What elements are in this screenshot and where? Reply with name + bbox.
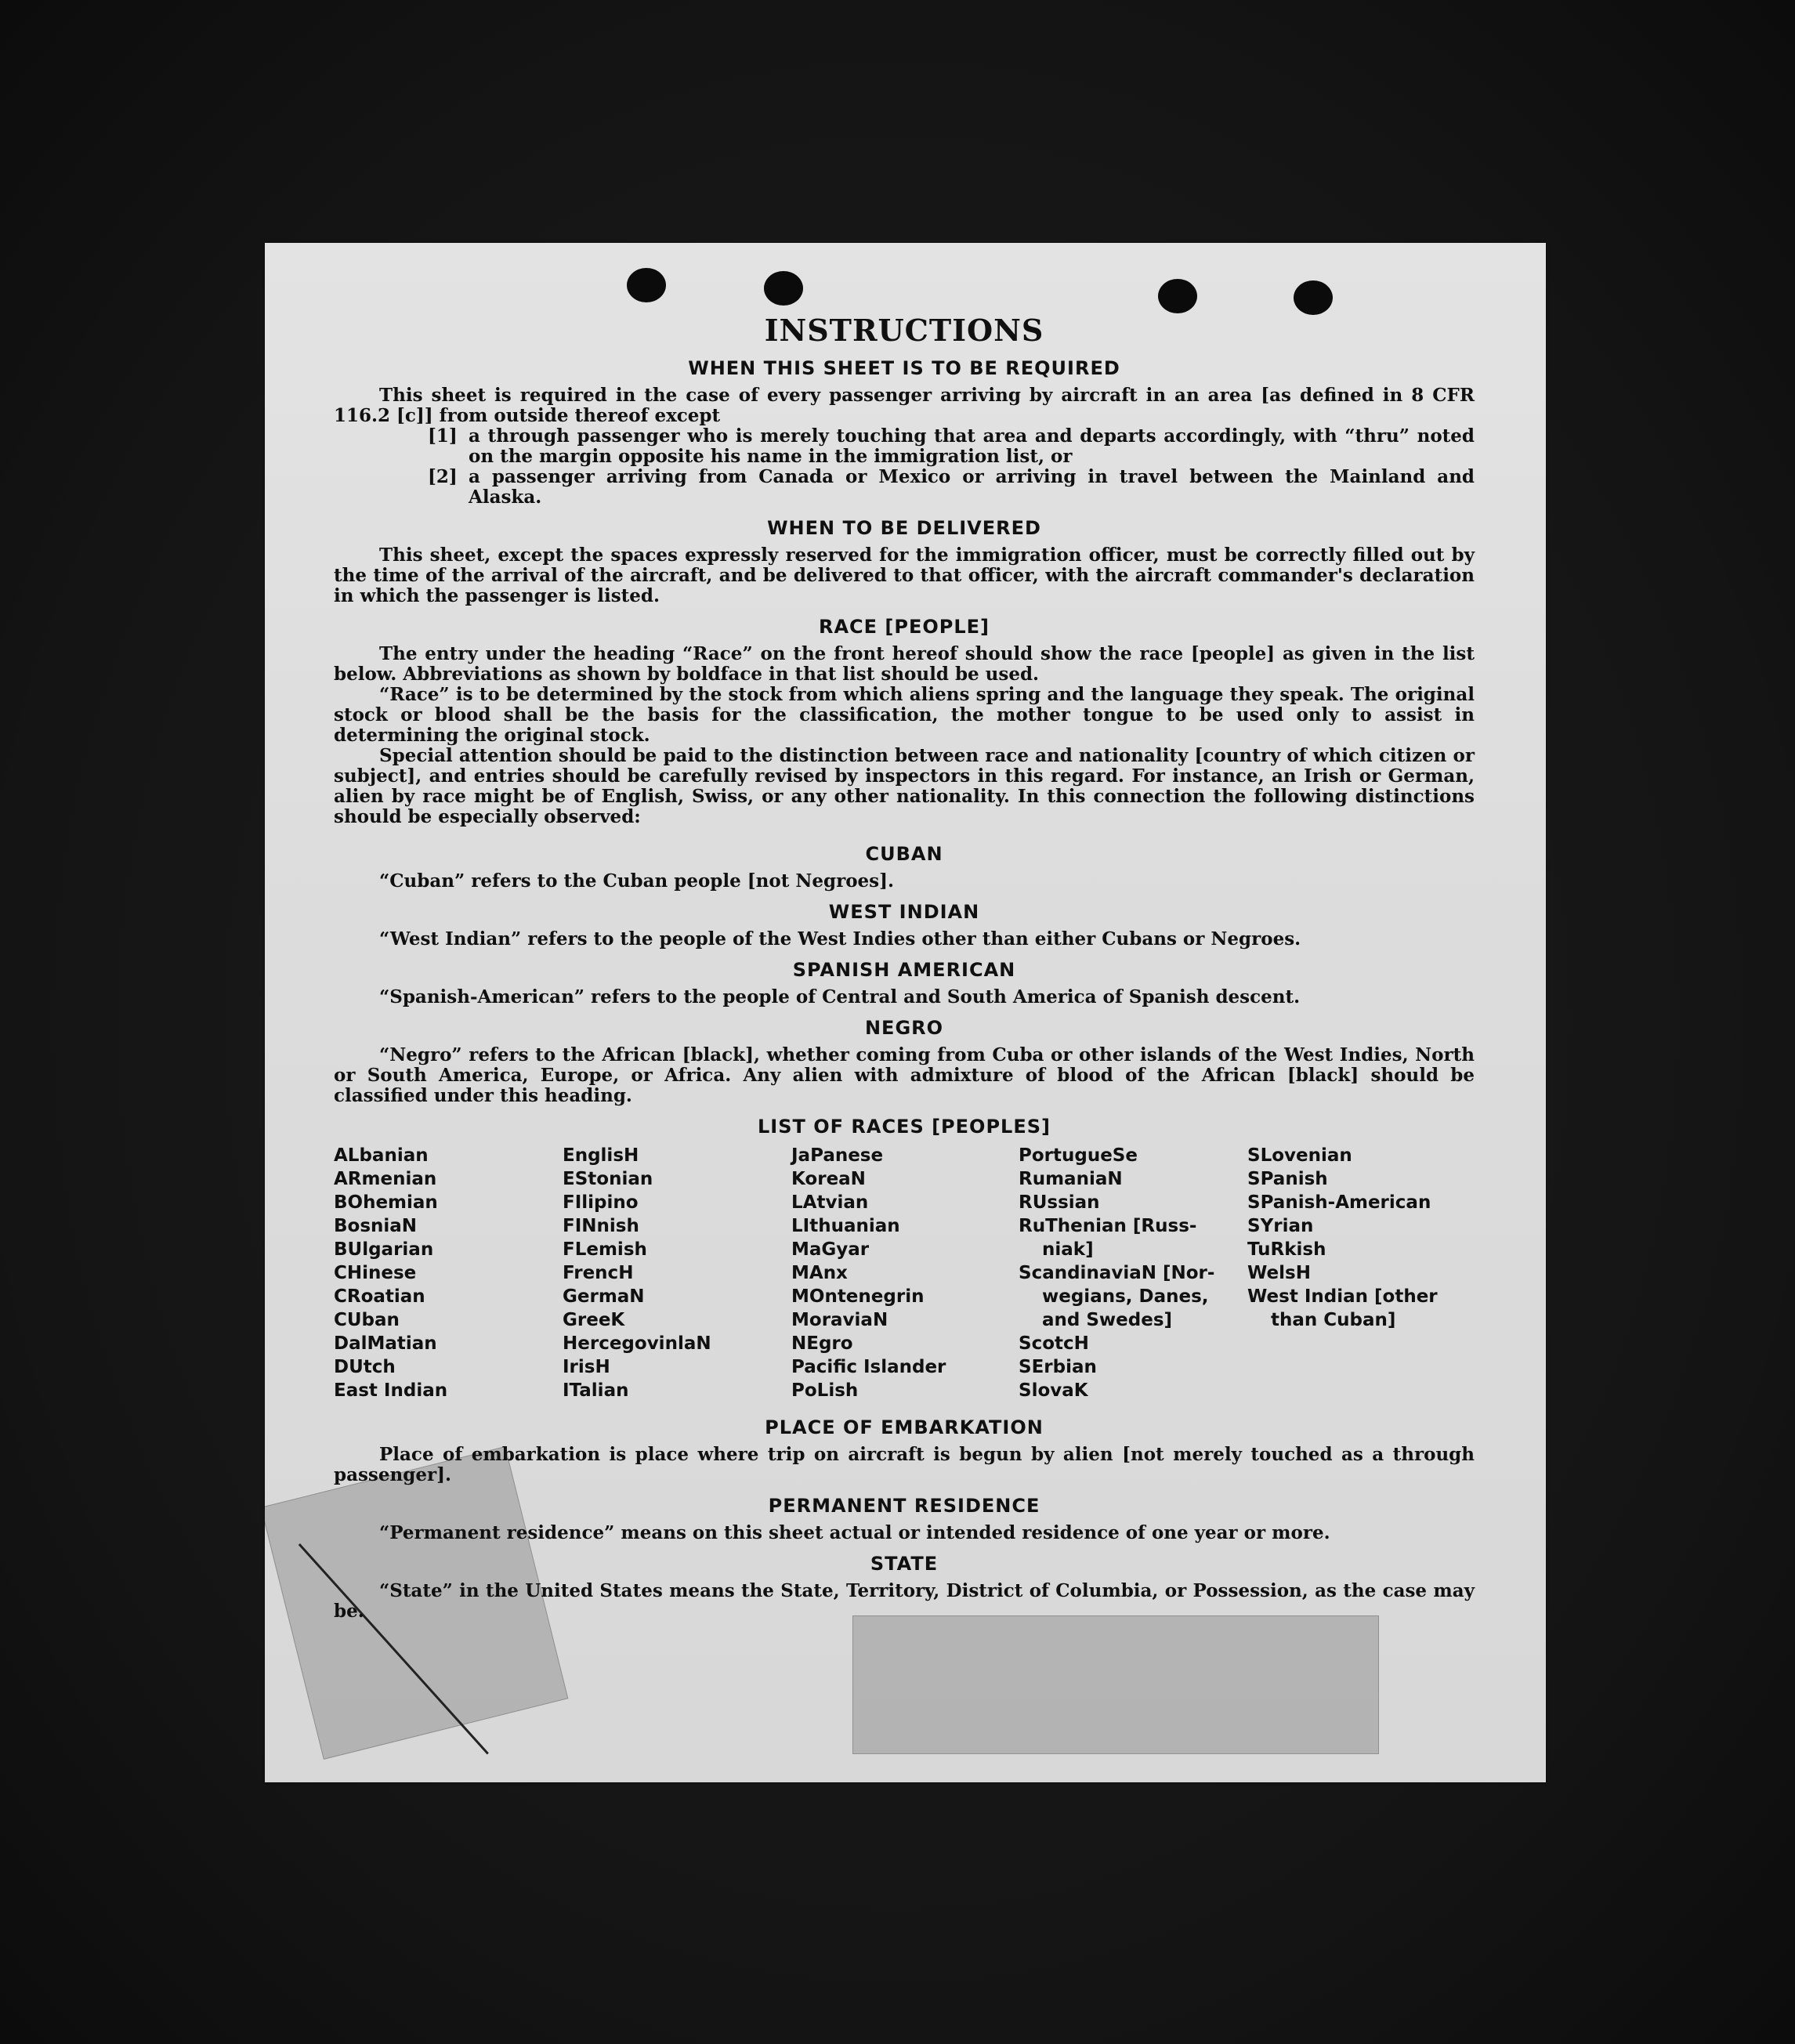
race-entry: NEgro	[791, 1333, 853, 1354]
exception-number: [2]	[428, 466, 458, 487]
race-entry: Pacific Islander	[791, 1357, 946, 1377]
heading-when-required: WHEN THIS SHEET IS TO BE REQUIRED	[688, 357, 1120, 379]
document-body	[334, 313, 1475, 1622]
race-entry: EStonian	[563, 1169, 653, 1189]
race-entry: HercegovinlaN	[563, 1333, 711, 1354]
race-entry: FrencH	[563, 1263, 634, 1283]
race-entry: GermaN	[563, 1286, 645, 1307]
race-entry: BosniaN	[334, 1216, 418, 1236]
race-entry: MaGyar	[791, 1239, 870, 1260]
race-entry: GreeK	[563, 1310, 625, 1330]
exception-number: [1]	[428, 425, 458, 447]
instruction-sheet	[265, 243, 1546, 1782]
race-entry: LIthuanian	[791, 1216, 900, 1236]
heading-negro: NEGRO	[864, 1017, 944, 1039]
race-entry: FIlipino	[563, 1192, 639, 1213]
race-entry: CHinese	[334, 1263, 417, 1283]
race-column	[1247, 1144, 1475, 1402]
race-entry: MOntenegrin	[791, 1286, 925, 1307]
race-column	[1019, 1144, 1247, 1402]
race-entry: SlovaK	[1019, 1380, 1088, 1401]
race-column	[563, 1144, 791, 1402]
race-entry: LAtvian	[791, 1192, 869, 1213]
heading-residence: PERMANENT RESIDENCE	[768, 1495, 1040, 1517]
exception-text: a through passenger who is merely touching that area and departs accordingly, with “thru” noted on the margin opposite his name in the immigration list, or	[469, 425, 1475, 467]
race-entry: SYrian	[1247, 1216, 1314, 1236]
race-entry: West Indian [other	[1247, 1286, 1438, 1307]
paragraph-cuban: “Cuban” refers to the Cuban people [not Negroes].	[379, 870, 895, 892]
race-entry: ScotcH	[1019, 1333, 1089, 1354]
exception-item	[428, 426, 1475, 467]
race-entry: SPanish-American	[1247, 1192, 1431, 1213]
race-entry: FINnish	[563, 1216, 639, 1236]
race-entry: and Swedes]	[1042, 1310, 1173, 1330]
race-entry: ITalian	[563, 1380, 629, 1401]
race-entry: SPanish	[1247, 1169, 1328, 1189]
punch-hole	[1294, 280, 1333, 315]
race-entry: niak]	[1042, 1239, 1094, 1260]
race-entry: PortugueSe	[1019, 1145, 1138, 1166]
paragraph-residence: “Permanent residence” means on this sheet actual or intended residence of one year or more.	[379, 1522, 1330, 1543]
race-entry: DalMatian	[334, 1333, 437, 1354]
race-entry: JaPanese	[791, 1145, 884, 1166]
paragraph-when-delivered: This sheet, except the spaces expressly reserved for the immigration officer, must be correctly filled out by the time of the arrival of the aircraft, and be delivered to that officer, with the aircraft commander's declaration in which the passenger is listed.	[334, 544, 1475, 606]
page-title: INSTRUCTIONS	[764, 313, 1044, 348]
race-entry: CUban	[334, 1310, 400, 1330]
punch-hole	[627, 268, 666, 302]
paragraph-race-2: “Race” is to be determined by the stock from which aliens spring and the language they speak. The original stock or blood shall be the basis for the classification, the mother tongue to be used only to assist in determining the original stock.	[334, 684, 1475, 746]
paragraph-race-1: The entry under the heading “Race” on the front hereof should show the race [people] as given in the list below. Abbreviations as shown by boldface in that list should be used.	[334, 643, 1475, 685]
race-entry: WelsH	[1247, 1263, 1311, 1283]
race-entry: ALbanian	[334, 1145, 429, 1166]
exception-text: a passenger arriving from Canada or Mexico or arriving in travel between the Mainland and Alaska.	[469, 466, 1475, 508]
race-entry: RumaniaN	[1019, 1169, 1123, 1189]
punch-hole	[1158, 279, 1197, 313]
heading-list-of-races: LIST OF RACES [PEOPLES]	[758, 1116, 1051, 1138]
race-entry: KoreaN	[791, 1169, 866, 1189]
race-entry: MAnx	[791, 1263, 848, 1283]
race-entry: IrisH	[563, 1357, 610, 1377]
paragraph-state: “State” in the United States means the State, Territory, District of Columbia, or Possession, as the case may be.	[334, 1580, 1475, 1622]
race-entry: EnglisH	[563, 1145, 639, 1166]
heading-west-indian: WEST INDIAN	[828, 901, 980, 923]
race-entry: PoLish	[791, 1380, 859, 1401]
race-column	[791, 1144, 1019, 1402]
race-entry: DUtch	[334, 1357, 396, 1377]
race-entry: MoraviaN	[791, 1310, 888, 1330]
race-list	[334, 1144, 1475, 1402]
race-entry: FLemish	[563, 1239, 647, 1260]
paragraph-when-required: This sheet is required in the case of every passenger arriving by aircraft in an area [as defined in 8 CFR 116.2 [c]] from outside thereof except	[334, 385, 1475, 426]
heading-race: RACE [PEOPLE]	[818, 616, 990, 638]
paragraph-west-indian: “West Indian” refers to the people of the West Indies other than either Cubans or Negroes.	[379, 928, 1301, 950]
race-entry: wegians, Danes,	[1042, 1286, 1209, 1307]
heading-embarkation: PLACE OF EMBARKATION	[765, 1416, 1044, 1438]
race-entry: SLovenian	[1247, 1145, 1352, 1166]
exception-item	[428, 467, 1475, 508]
race-entry: SErbian	[1019, 1357, 1097, 1377]
race-column	[334, 1144, 563, 1402]
repair-tape	[852, 1615, 1379, 1754]
race-entry: TuRkish	[1247, 1239, 1326, 1260]
paragraph-race-3: Special attention should be paid to the distinction between race and nationality [country of which citizen or subject], and entries should be carefully revised by inspectors in this regard. For instance, an Irish or German, alien by race might be of English, Swiss, or any other nationality. In this connection the following distinctions should be especially observed:	[334, 745, 1475, 827]
race-entry: BUlgarian	[334, 1239, 434, 1260]
punch-hole	[764, 271, 803, 306]
heading-when-delivered: WHEN TO BE DELIVERED	[767, 517, 1041, 539]
race-entry: ARmenian	[334, 1169, 437, 1189]
race-entry: BOhemian	[334, 1192, 438, 1213]
heading-spanish-american: SPANISH AMERICAN	[792, 959, 1016, 981]
paragraph-embarkation: Place of embarkation is place where trip on aircraft is begun by alien [not merely touched as a through passenger].	[334, 1444, 1475, 1485]
race-entry: RuThenian [Russ-	[1019, 1216, 1197, 1236]
race-entry: East Indian	[334, 1380, 448, 1401]
paragraph-spanish-american: “Spanish-American” refers to the people of Central and South America of Spanish descent.	[379, 986, 1301, 1008]
heading-cuban: CUBAN	[865, 843, 943, 865]
race-entry: CRoatian	[334, 1286, 425, 1307]
paragraph-negro: “Negro” refers to the African [black], whether coming from Cuba or other islands of the West Indies, North or South America, Europe, or Africa. Any alien with admixture of blood of the African [black] should be classified under this heading.	[334, 1044, 1475, 1106]
race-entry: than Cuban]	[1271, 1310, 1396, 1330]
heading-state: STATE	[870, 1553, 939, 1575]
race-entry: ScandinaviaN [Nor-	[1019, 1263, 1215, 1283]
race-entry: RUssian	[1019, 1192, 1100, 1213]
